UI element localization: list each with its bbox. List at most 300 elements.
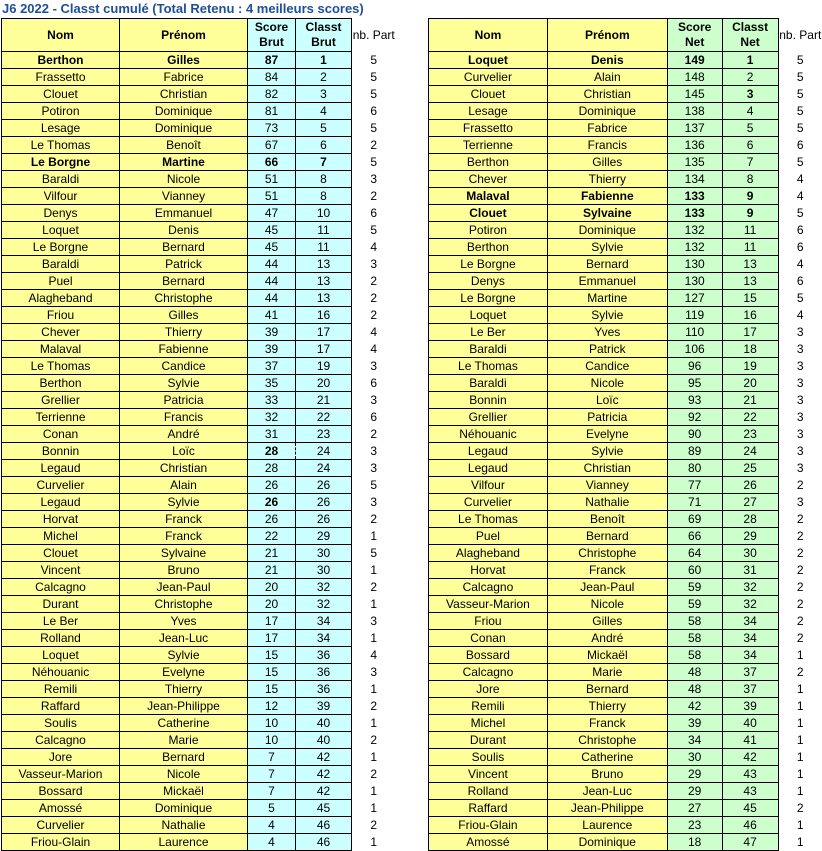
cell-score: 51 bbox=[248, 171, 296, 188]
table-row bbox=[2, 834, 396, 851]
table-row bbox=[2, 528, 396, 545]
table-row bbox=[2, 783, 396, 800]
cell-prenom: Jean-Luc bbox=[120, 630, 248, 647]
cell-score: 41 bbox=[248, 307, 296, 324]
cell-classt: 15 bbox=[722, 290, 778, 307]
cell-score: 42 bbox=[667, 698, 722, 715]
table-row bbox=[2, 205, 396, 222]
cell-nom: Remili bbox=[2, 681, 120, 698]
cell-classt: 7 bbox=[296, 154, 352, 171]
cell-nom: Vasseur-Marion bbox=[2, 766, 120, 783]
cell-prenom: Fabienne bbox=[547, 188, 667, 205]
cell-score: 27 bbox=[667, 800, 722, 817]
cell-prenom: Vianney bbox=[120, 188, 248, 205]
cell-classt: 4 bbox=[296, 103, 352, 120]
cell-nb-part: 5 bbox=[778, 154, 822, 171]
cell-prenom: Christophe bbox=[120, 596, 248, 613]
cell-prenom: Nicole bbox=[120, 171, 248, 188]
cell-nom: Grellier bbox=[429, 409, 548, 426]
cell-classt: 29 bbox=[296, 528, 352, 545]
table-row bbox=[429, 120, 822, 137]
cell-prenom: Dominique bbox=[547, 834, 667, 851]
table-row bbox=[2, 239, 396, 256]
cell-nom: Legaud bbox=[429, 460, 548, 477]
cell-classt: 5 bbox=[722, 120, 778, 137]
cell-nom: Loquet bbox=[2, 647, 120, 664]
cell-prenom: Sylvie bbox=[120, 375, 248, 392]
cell-score: 110 bbox=[667, 324, 722, 341]
table-row bbox=[429, 443, 822, 460]
table-row bbox=[429, 188, 822, 205]
cell-prenom: Patricia bbox=[120, 392, 248, 409]
cell-nb-part: 2 bbox=[352, 137, 396, 154]
cell-prenom: Bruno bbox=[547, 766, 667, 783]
cell-nb-part: 1 bbox=[778, 681, 822, 698]
cell-score: 77 bbox=[667, 477, 722, 494]
cell-nb-part: 2 bbox=[352, 307, 396, 324]
cell-nom: Horvat bbox=[2, 511, 120, 528]
header-score-brut: Score Brut bbox=[248, 19, 296, 52]
cell-classt: 13 bbox=[722, 256, 778, 273]
table-row bbox=[2, 171, 396, 188]
cell-score: 44 bbox=[248, 290, 296, 307]
cell-prenom: Evelyne bbox=[120, 664, 248, 681]
cell-score: 15 bbox=[248, 647, 296, 664]
table-row bbox=[429, 579, 822, 596]
cell-nom: Legaud bbox=[2, 494, 120, 511]
cell-prenom: Candice bbox=[547, 358, 667, 375]
cell-score: 106 bbox=[667, 341, 722, 358]
cell-prenom: Martine bbox=[547, 290, 667, 307]
cell-classt: 7 bbox=[722, 154, 778, 171]
cell-classt: 1 bbox=[296, 52, 352, 69]
cell-nom: Le Borgne bbox=[429, 256, 548, 273]
table-row bbox=[429, 749, 822, 766]
cell-nom: Frassetto bbox=[429, 120, 548, 137]
cell-classt: 24 bbox=[296, 460, 352, 477]
cell-score: 44 bbox=[248, 256, 296, 273]
cell-nom: Vilfour bbox=[429, 477, 548, 494]
cell-nom: Durant bbox=[429, 732, 548, 749]
cell-prenom: Christophe bbox=[547, 732, 667, 749]
cell-nom: Lesage bbox=[2, 120, 120, 137]
table-row bbox=[2, 647, 396, 664]
cell-score: 138 bbox=[667, 103, 722, 120]
cell-nom: Horvat bbox=[429, 562, 548, 579]
table-row bbox=[2, 69, 396, 86]
cell-nom: Berthon bbox=[429, 239, 548, 256]
cell-prenom: Loïc bbox=[120, 443, 248, 460]
cell-nom: Friou bbox=[429, 613, 548, 630]
cell-classt: 37 bbox=[722, 664, 778, 681]
cell-score: 80 bbox=[667, 460, 722, 477]
table-row bbox=[429, 307, 822, 324]
cell-nb-part: 6 bbox=[778, 273, 822, 290]
table-row bbox=[2, 596, 396, 613]
cell-nb-part: 5 bbox=[352, 120, 396, 137]
cell-score: 33 bbox=[248, 392, 296, 409]
cell-prenom: Jean-Philippe bbox=[547, 800, 667, 817]
cell-score: 59 bbox=[667, 596, 722, 613]
cell-classt: 17 bbox=[296, 341, 352, 358]
cell-nom: Michel bbox=[429, 715, 548, 732]
cell-nom: Alagheband bbox=[2, 290, 120, 307]
cell-nb-part: 2 bbox=[778, 528, 822, 545]
cell-classt: 8 bbox=[296, 171, 352, 188]
cell-classt: 13 bbox=[296, 290, 352, 307]
cell-score: 17 bbox=[248, 630, 296, 647]
table-row bbox=[429, 817, 822, 834]
table-row bbox=[429, 290, 822, 307]
cell-classt: 9 bbox=[722, 205, 778, 222]
cell-nb-part: 1 bbox=[778, 834, 822, 851]
table-row bbox=[2, 613, 396, 630]
cell-classt: 25 bbox=[722, 460, 778, 477]
cell-nb-part: 1 bbox=[778, 749, 822, 766]
cell-score: 134 bbox=[667, 171, 722, 188]
cell-nb-part: 6 bbox=[352, 205, 396, 222]
cell-prenom: Nathalie bbox=[120, 817, 248, 834]
cell-prenom: Nicole bbox=[120, 766, 248, 783]
cell-classt: 22 bbox=[296, 409, 352, 426]
table-row bbox=[429, 630, 822, 647]
cell-nom: Curvelier bbox=[429, 494, 548, 511]
cell-nb-part: 3 bbox=[778, 358, 822, 375]
cell-prenom: Nicole bbox=[547, 596, 667, 613]
table-row bbox=[2, 715, 396, 732]
cell-score: 93 bbox=[667, 392, 722, 409]
cell-nom: Calcagno bbox=[429, 579, 548, 596]
cell-prenom: Alain bbox=[120, 477, 248, 494]
cell-nom: Amossé bbox=[429, 834, 548, 851]
table-row bbox=[2, 290, 396, 307]
cell-nom: Loquet bbox=[429, 307, 548, 324]
cell-prenom: Thierry bbox=[547, 698, 667, 715]
cell-prenom: Sylvaine bbox=[547, 205, 667, 222]
cell-classt: 26 bbox=[722, 477, 778, 494]
cell-nb-part: 6 bbox=[778, 222, 822, 239]
cell-score: 82 bbox=[248, 86, 296, 103]
cell-nb-part: 2 bbox=[778, 800, 822, 817]
cell-score: 39 bbox=[248, 341, 296, 358]
cell-classt: 20 bbox=[296, 375, 352, 392]
cell-score: 137 bbox=[667, 120, 722, 137]
cell-score: 51 bbox=[248, 188, 296, 205]
cell-classt: 40 bbox=[722, 715, 778, 732]
cell-nom: Clouet bbox=[2, 545, 120, 562]
cell-nb-part: 1 bbox=[778, 766, 822, 783]
cell-classt: 45 bbox=[722, 800, 778, 817]
table-row bbox=[2, 307, 396, 324]
cell-classt: 17 bbox=[722, 324, 778, 341]
cell-nom: Terrienne bbox=[2, 409, 120, 426]
cell-score: 34 bbox=[667, 732, 722, 749]
cell-nom: Curvelier bbox=[2, 817, 120, 834]
cell-nom: Berthon bbox=[429, 154, 548, 171]
cell-prenom: Vianney bbox=[547, 477, 667, 494]
cell-nom: Durant bbox=[2, 596, 120, 613]
table-row bbox=[429, 205, 822, 222]
cell-prenom: Catherine bbox=[547, 749, 667, 766]
cell-nom: Vasseur-Marion bbox=[429, 596, 548, 613]
table-row bbox=[429, 86, 822, 103]
cell-classt: 1 bbox=[722, 52, 778, 69]
cell-score: 26 bbox=[248, 477, 296, 494]
cell-prenom: Denis bbox=[120, 222, 248, 239]
table-row bbox=[429, 511, 822, 528]
cell-nom: Clouet bbox=[429, 205, 548, 222]
cell-nb-part: 5 bbox=[352, 477, 396, 494]
cell-classt: 9 bbox=[722, 188, 778, 205]
cell-prenom: Benoît bbox=[120, 137, 248, 154]
cell-classt: 24 bbox=[296, 443, 352, 460]
cell-score: 47 bbox=[248, 205, 296, 222]
header-nom: Nom bbox=[2, 19, 120, 52]
cell-score: 18 bbox=[667, 834, 722, 851]
header-score-net: Score Net bbox=[667, 19, 722, 52]
table-row bbox=[2, 358, 396, 375]
cell-score: 4 bbox=[248, 834, 296, 851]
cell-score: 87 bbox=[248, 52, 296, 69]
cell-nb-part: 3 bbox=[778, 426, 822, 443]
cell-nom: Calcagno bbox=[429, 664, 548, 681]
cell-prenom: Mickaël bbox=[547, 647, 667, 664]
cell-classt: 11 bbox=[722, 222, 778, 239]
table-row bbox=[2, 630, 396, 647]
cell-nom: Curvelier bbox=[429, 69, 548, 86]
cell-score: 15 bbox=[248, 681, 296, 698]
cell-nb-part: 5 bbox=[778, 52, 822, 69]
table-row bbox=[2, 800, 396, 817]
cell-classt: 2 bbox=[296, 69, 352, 86]
cell-score: 133 bbox=[667, 205, 722, 222]
cell-nom: Le Ber bbox=[2, 613, 120, 630]
cell-nb-part: 1 bbox=[352, 715, 396, 732]
cell-classt: 34 bbox=[722, 647, 778, 664]
cell-prenom: André bbox=[120, 426, 248, 443]
cell-score: 60 bbox=[667, 562, 722, 579]
table-row bbox=[429, 562, 822, 579]
cell-classt: 26 bbox=[296, 494, 352, 511]
cell-nom: Malaval bbox=[2, 341, 120, 358]
cell-prenom: Gilles bbox=[547, 613, 667, 630]
cell-classt: 19 bbox=[296, 358, 352, 375]
cell-nom: Legaud bbox=[429, 443, 548, 460]
table-row bbox=[429, 273, 822, 290]
cell-prenom: Dominique bbox=[120, 800, 248, 817]
cell-score: 10 bbox=[248, 715, 296, 732]
cell-classt: 30 bbox=[722, 545, 778, 562]
table-row bbox=[2, 324, 396, 341]
cell-classt: 23 bbox=[722, 426, 778, 443]
table-row bbox=[429, 596, 822, 613]
cell-score: 71 bbox=[667, 494, 722, 511]
cell-prenom: Sylvie bbox=[547, 307, 667, 324]
table-row bbox=[429, 239, 822, 256]
cell-prenom: Patrick bbox=[547, 341, 667, 358]
cell-nb-part: 5 bbox=[352, 545, 396, 562]
cell-score: 132 bbox=[667, 239, 722, 256]
table-row bbox=[429, 460, 822, 477]
table-row bbox=[2, 562, 396, 579]
cell-classt: 10 bbox=[296, 205, 352, 222]
cell-prenom: Gilles bbox=[547, 154, 667, 171]
cell-nom: Le Ber bbox=[429, 324, 548, 341]
table-row bbox=[2, 732, 396, 749]
cell-classt: 43 bbox=[722, 766, 778, 783]
cell-prenom: Yves bbox=[547, 324, 667, 341]
cell-nb-part: 3 bbox=[352, 443, 396, 460]
cell-nb-part: 2 bbox=[352, 766, 396, 783]
cell-prenom: Dominique bbox=[547, 103, 667, 120]
table-row bbox=[429, 647, 822, 664]
table-row bbox=[2, 375, 396, 392]
cell-nb-part: 1 bbox=[352, 562, 396, 579]
cell-classt: 40 bbox=[296, 732, 352, 749]
cell-prenom: Laurence bbox=[547, 817, 667, 834]
table-row bbox=[429, 477, 822, 494]
cell-nom: Le Borgne bbox=[2, 154, 120, 171]
cell-nb-part: 2 bbox=[778, 613, 822, 630]
table-row bbox=[2, 511, 396, 528]
cell-nb-part: 3 bbox=[778, 443, 822, 460]
cell-classt: 43 bbox=[722, 783, 778, 800]
cell-classt: 32 bbox=[296, 579, 352, 596]
cell-nb-part: 1 bbox=[778, 783, 822, 800]
cell-classt: 46 bbox=[296, 817, 352, 834]
cell-score: 127 bbox=[667, 290, 722, 307]
table-row bbox=[2, 86, 396, 103]
cell-nb-part: 2 bbox=[778, 630, 822, 647]
cell-nb-part: 2 bbox=[778, 664, 822, 681]
cell-score: 58 bbox=[667, 630, 722, 647]
cell-nb-part: 3 bbox=[778, 460, 822, 477]
cell-prenom: Emmanuel bbox=[120, 205, 248, 222]
cell-nb-part: 1 bbox=[778, 817, 822, 834]
cell-nb-part: 4 bbox=[778, 307, 822, 324]
cell-nb-part: 1 bbox=[352, 783, 396, 800]
cell-nom: Friou bbox=[2, 307, 120, 324]
cell-classt: 19 bbox=[722, 358, 778, 375]
cell-prenom: André bbox=[547, 630, 667, 647]
header-nb-part: nb. Part bbox=[352, 19, 396, 52]
cell-prenom: Laurence bbox=[120, 834, 248, 851]
cell-score: 135 bbox=[667, 154, 722, 171]
cell-classt: 42 bbox=[296, 766, 352, 783]
cell-prenom: Yves bbox=[120, 613, 248, 630]
table-row bbox=[429, 426, 822, 443]
header-classt-net: Classt Net bbox=[722, 19, 778, 52]
cell-nb-part: 5 bbox=[778, 86, 822, 103]
cell-score: 145 bbox=[667, 86, 722, 103]
table-row bbox=[2, 154, 396, 171]
cell-nom: Terrienne bbox=[429, 137, 548, 154]
cell-score: 21 bbox=[248, 562, 296, 579]
cell-classt: 29 bbox=[722, 528, 778, 545]
cell-nb-part: 5 bbox=[352, 52, 396, 69]
cell-nom: Malaval bbox=[429, 188, 548, 205]
table-row bbox=[429, 392, 822, 409]
cell-classt: 34 bbox=[722, 630, 778, 647]
cell-nom: Bossard bbox=[429, 647, 548, 664]
cell-classt: 16 bbox=[296, 307, 352, 324]
cell-nb-part: 2 bbox=[352, 290, 396, 307]
cell-score: 92 bbox=[667, 409, 722, 426]
cell-nb-part: 2 bbox=[778, 579, 822, 596]
cell-classt: 45 bbox=[296, 800, 352, 817]
cell-prenom: Christian bbox=[120, 460, 248, 477]
table-row bbox=[429, 358, 822, 375]
cell-nom: Raffard bbox=[2, 698, 120, 715]
cell-score: 48 bbox=[667, 681, 722, 698]
cell-nom: Chever bbox=[2, 324, 120, 341]
table-header-row bbox=[429, 19, 822, 52]
table-row bbox=[2, 392, 396, 409]
cell-classt: 21 bbox=[296, 392, 352, 409]
cell-prenom: Jean-Paul bbox=[547, 579, 667, 596]
cell-nom: Legaud bbox=[2, 460, 120, 477]
cell-nom: Potiron bbox=[2, 103, 120, 120]
cell-nb-part: 4 bbox=[778, 171, 822, 188]
cell-score: 130 bbox=[667, 256, 722, 273]
cell-prenom: Candice bbox=[120, 358, 248, 375]
brut-table-body bbox=[2, 52, 396, 851]
cell-prenom: Bernard bbox=[120, 273, 248, 290]
cell-nom: Vilfour bbox=[2, 188, 120, 205]
cell-classt: 28 bbox=[722, 511, 778, 528]
table-row bbox=[429, 783, 822, 800]
cell-nom: Chever bbox=[429, 171, 548, 188]
cell-prenom: Franck bbox=[120, 511, 248, 528]
cell-prenom: Emmanuel bbox=[547, 273, 667, 290]
cell-nom: Grellier bbox=[2, 392, 120, 409]
cell-nb-part: 2 bbox=[352, 426, 396, 443]
cell-prenom: Bernard bbox=[120, 239, 248, 256]
cell-nom: Clouet bbox=[2, 86, 120, 103]
cell-score: 28 bbox=[248, 460, 296, 477]
cell-score: 21 bbox=[248, 545, 296, 562]
cell-prenom: Patricia bbox=[547, 409, 667, 426]
cell-nb-part: 2 bbox=[352, 698, 396, 715]
cell-score: 4 bbox=[248, 817, 296, 834]
cell-classt: 8 bbox=[296, 188, 352, 205]
cell-classt: 39 bbox=[722, 698, 778, 715]
table-row bbox=[2, 545, 396, 562]
cell-prenom: Dominique bbox=[120, 120, 248, 137]
cell-nom: Jore bbox=[2, 749, 120, 766]
table-row bbox=[429, 137, 822, 154]
cell-prenom: Denis bbox=[547, 52, 667, 69]
cell-prenom: Sylvaine bbox=[120, 545, 248, 562]
cell-score: 73 bbox=[248, 120, 296, 137]
cell-score: 29 bbox=[667, 766, 722, 783]
cell-nb-part: 6 bbox=[352, 409, 396, 426]
cell-nb-part: 4 bbox=[352, 239, 396, 256]
cell-nom: Le Thomas bbox=[429, 511, 548, 528]
table-row bbox=[2, 120, 396, 137]
cell-prenom: Marie bbox=[547, 664, 667, 681]
cell-nom: Berthon bbox=[2, 52, 120, 69]
table-row bbox=[429, 341, 822, 358]
cell-prenom: Nathalie bbox=[547, 494, 667, 511]
cell-score: 7 bbox=[248, 783, 296, 800]
cell-nb-part: 1 bbox=[778, 647, 822, 664]
cell-score: 67 bbox=[248, 137, 296, 154]
table-row bbox=[429, 681, 822, 698]
cell-nb-part: 3 bbox=[352, 664, 396, 681]
cell-prenom: Martine bbox=[120, 154, 248, 171]
cell-nom: Le Thomas bbox=[2, 358, 120, 375]
